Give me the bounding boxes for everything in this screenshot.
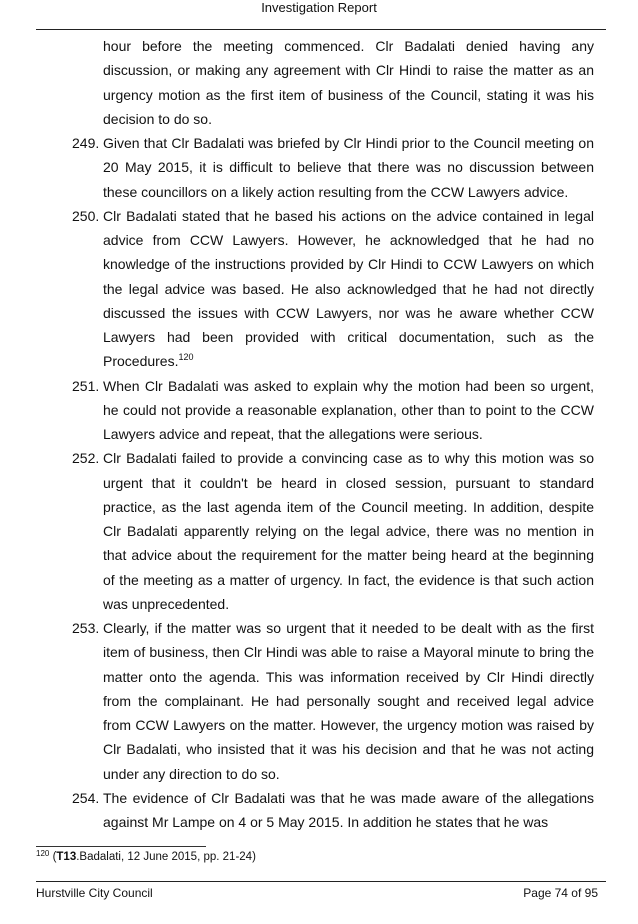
header-rule <box>36 29 606 30</box>
paragraph-text: When Clr Badalati was asked to explain why the motion had been so urgent, he could not provide a reasonable explanation, other than to point to the CCW Lawyers advice and repeat, that the allegations were serious. <box>103 377 594 442</box>
paragraph-text: hour before the meeting commenced. Clr Badalati denied having any discussion, or making any agreement with Clr Hindi to raise the matter as an urgency motion as the first item of business of the Council, stating it was his decision to do so. <box>103 38 594 127</box>
paragraph-text: The evidence of Clr Badalati was that he was made aware of the allegations against Mr Lampe on 4 or 5 May 2015. In addition he states that he was <box>103 789 594 830</box>
paragraph-number: 249. <box>72 135 100 151</box>
paragraph-continued <box>36 34 594 131</box>
footnote-transcript-ref: T13 <box>56 851 77 863</box>
paragraph-253 <box>36 616 594 786</box>
footer-organisation: Hurstville City Council <box>36 886 153 900</box>
paragraph-250 <box>36 204 594 374</box>
paragraph-251 <box>36 374 594 447</box>
paragraph-number: 252. <box>72 450 100 467</box>
footnote-reference[interactable]: 120 <box>178 352 194 363</box>
paragraph-number: 250. <box>72 207 100 224</box>
paragraph-text: Given that Clr Badalati was briefed by Clr Hindi prior to the Council meeting on 20 May 2015, it is difficult to believe that there was no discussion between these councillors on a likely action resulting from the CCW Lawyers advice. <box>103 135 594 200</box>
page-header: Investigation Report <box>261 0 377 15</box>
paragraph-number: 253. <box>72 620 100 636</box>
paragraph-252 <box>36 446 594 616</box>
footer-rule <box>36 881 606 882</box>
paragraph-text: Clr Badalati stated that he based his actions on the advice contained in legal advice from CCW Lawyers. However, he acknowledged that he had no knowledge of the instructions provided by Clr Hindi to CCW Lawyers on which the legal advice was based. He also acknowledged that he had not directly discussed the issues with CCW Lawyers, nor was he aware whether CCW Lawyers had been provided with critical documentation, such as the Procedures. <box>103 207 594 370</box>
page-number: Page 74 of 95 <box>523 886 598 900</box>
footnote-text: .Badalati, 12 June 2015, pp. 21-24) <box>76 851 256 863</box>
paragraph-text: Clearly, if the matter was so urgent that it needed to be dealt with as the first item of business, then Clr Hindi was able to raise a Mayoral minute to bring the matter onto the agenda. This was information received by Clr Hindi directly from the complainant. He had personally sought and received legal advice from CCW Lawyers on the matter. However, the urgency motion was raised by Clr Badalati, who insisted that it was his decision and that he was not acting under any direction to do so. <box>103 620 594 782</box>
footnote <box>36 850 256 864</box>
report-body <box>36 34 594 834</box>
paragraph-254 <box>36 786 594 835</box>
paragraph-text: Clr Badalati failed to provide a convincing case as to why this motion was so urgent that it couldn't be heard in closed session, pursuant to standard practice, as the last agenda item of the Council meeting. In addition, despite Clr Badalati apparently relying on the legal advice, there was no mention in that advice about the requirement for the matter being heard at the beginning of the meeting as a matter of urgency. In fact, the evidence is that such action was unprecedented. <box>103 450 594 612</box>
paragraph-number: 254. <box>72 789 100 806</box>
footnote-marker: 120 <box>36 849 50 858</box>
footnote-separator <box>36 846 206 847</box>
paragraph-249 <box>36 131 594 204</box>
paragraph-number: 251. <box>72 377 100 394</box>
footnote-open-paren: ( <box>52 851 57 863</box>
